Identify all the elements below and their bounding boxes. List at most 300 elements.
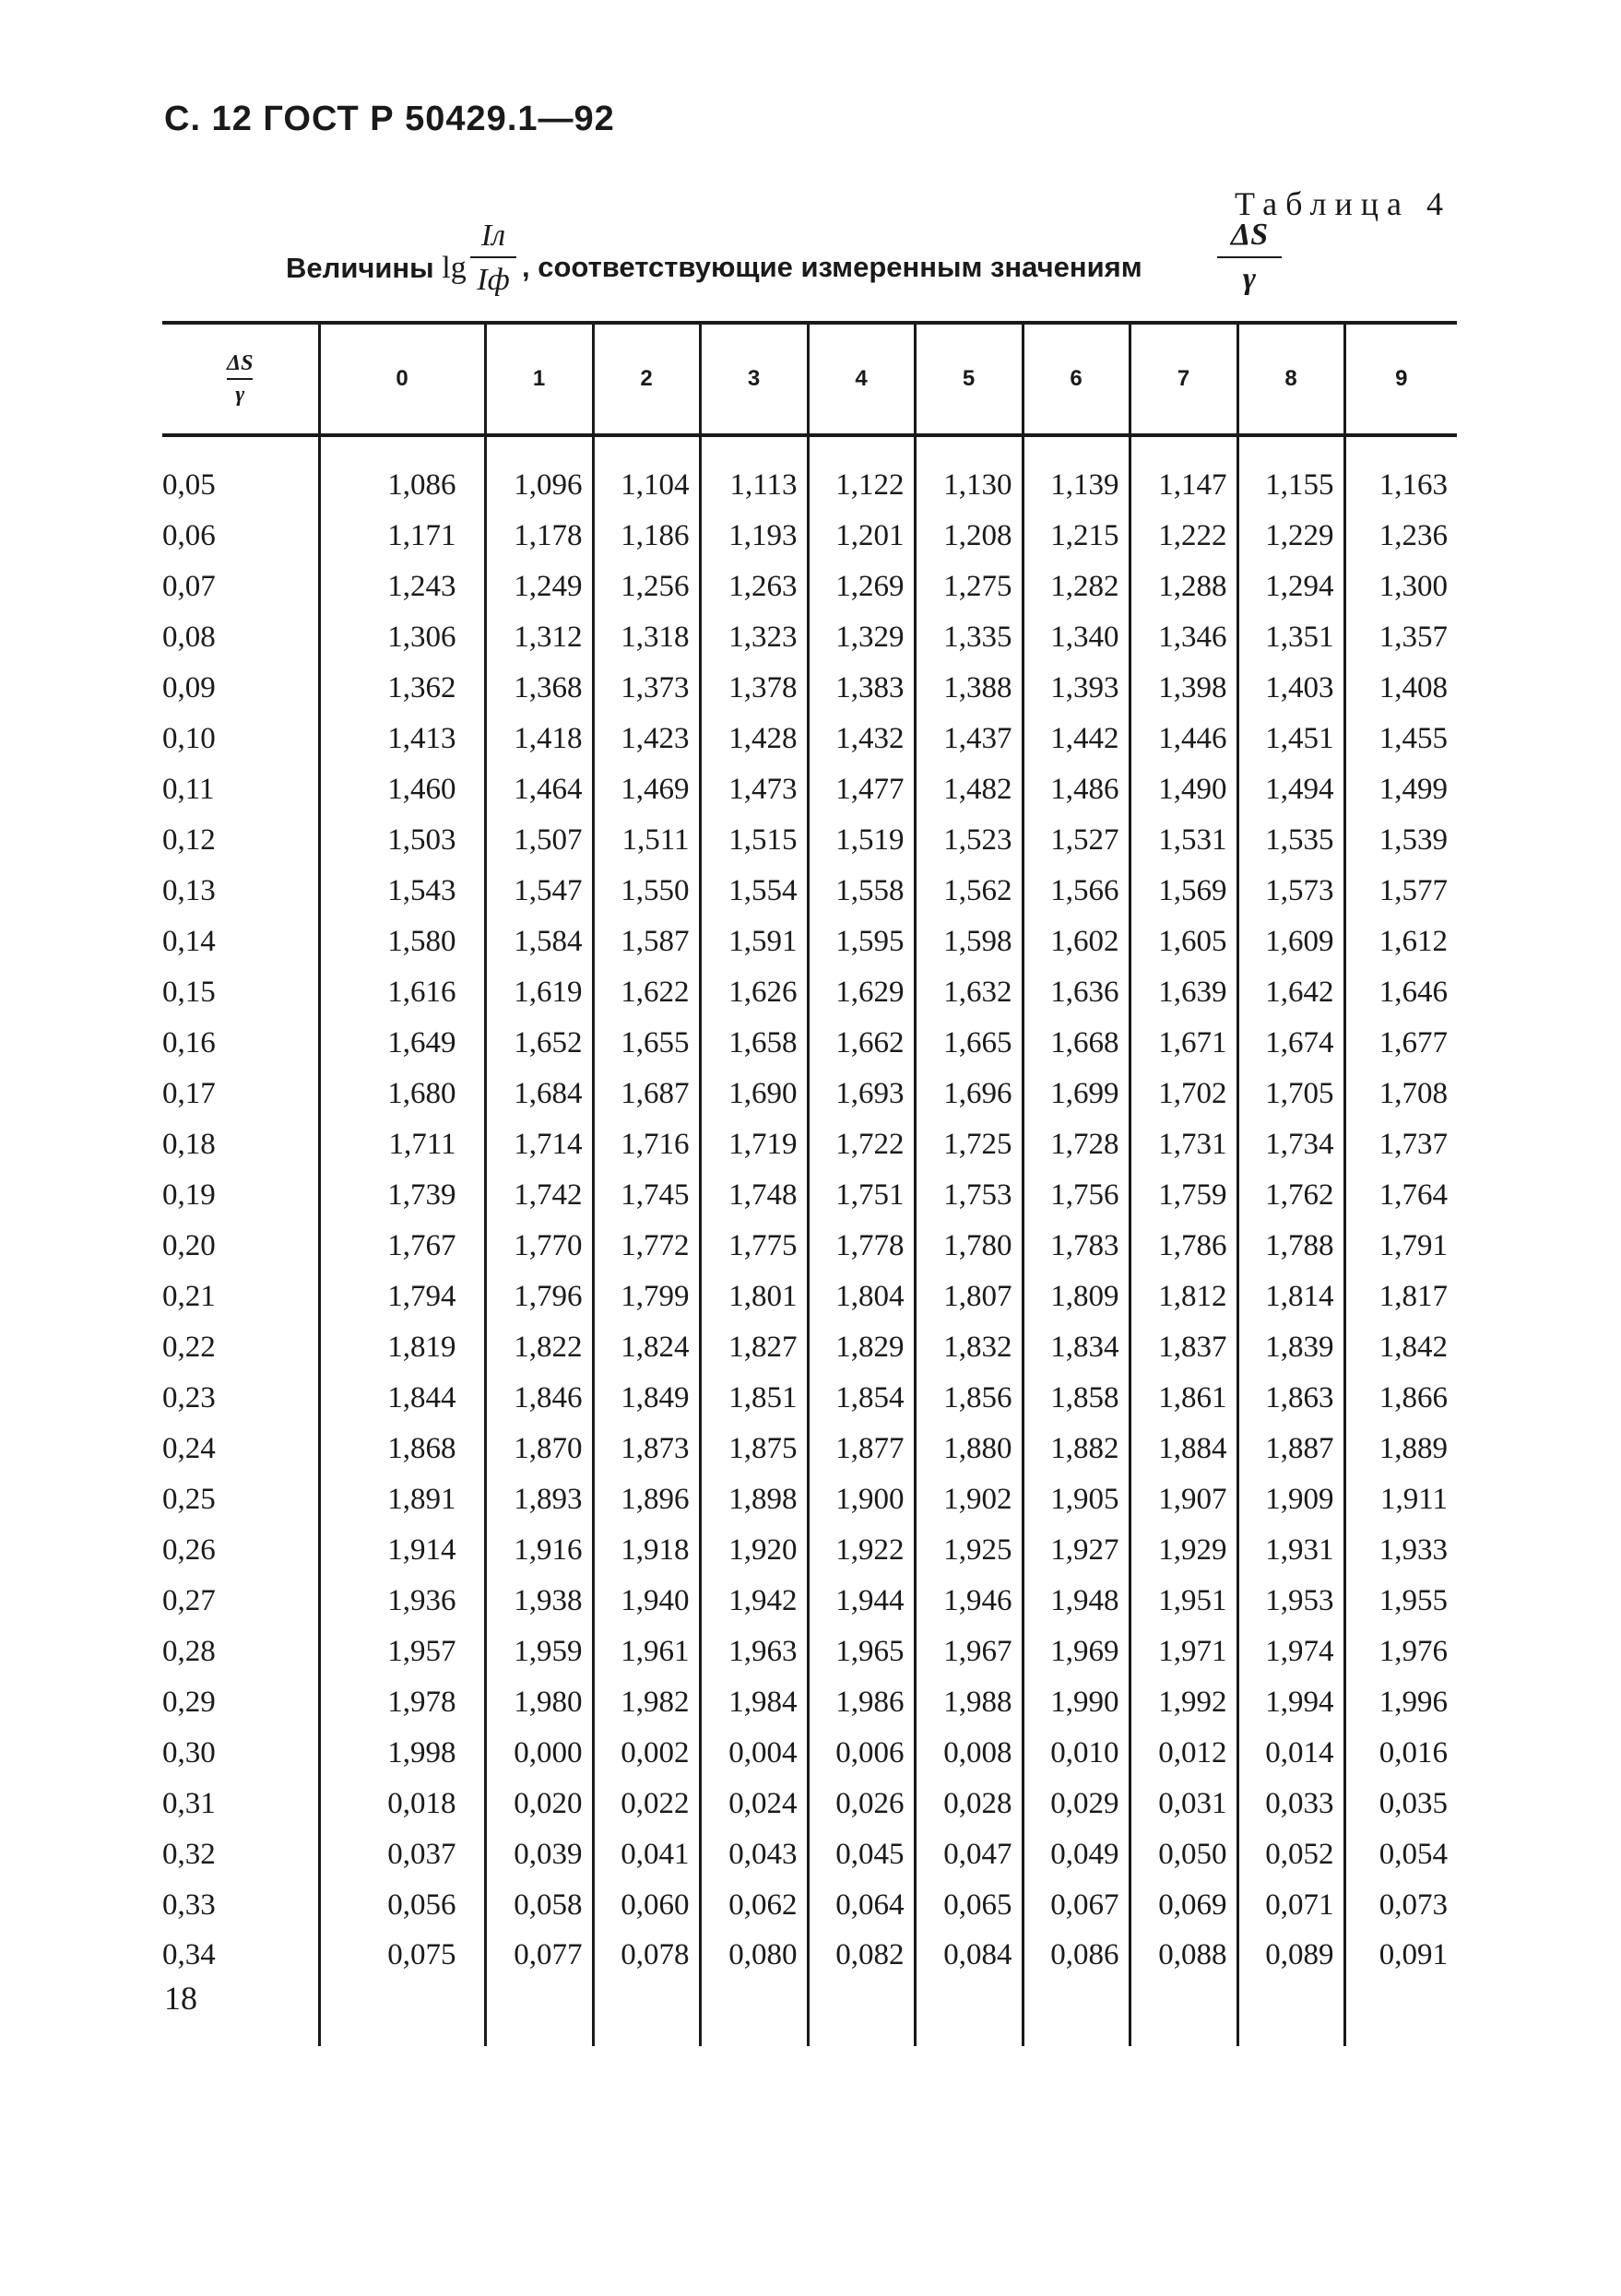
table-cell: 1,275 [915,562,1023,612]
table-row [162,1474,1457,1525]
table-cell: 0,029 [1023,1779,1130,1829]
table-cell: 1,562 [915,866,1023,917]
table-cell: 1,762 [1237,1170,1344,1221]
table-cell: 0,084 [915,1931,1023,2046]
table-cell: 1,507 [485,815,593,866]
table-cell: 1,696 [915,1069,1023,1119]
table-cell: 1,649 [319,1018,485,1069]
table-cell: 1,642 [1237,967,1344,1018]
table-cell: 1,368 [485,663,593,714]
table-cell: 1,398 [1130,663,1237,714]
caption-ratio-denominator: γ [1242,262,1257,296]
table-cell: 0,052 [1237,1829,1344,1880]
column-header: 9 [1344,323,1457,435]
table-cell: 1,745 [593,1170,700,1221]
table-cell: 1,990 [1023,1677,1130,1728]
row-key: 0,08 [162,621,216,654]
table-cell: 1,550 [593,866,700,917]
table-cell: 1,580 [319,917,485,967]
table-cell: 1,907 [1130,1474,1237,1525]
table-cell: 0,004 [700,1728,808,1779]
table-cell: 0,088 [1130,1931,1237,2046]
table-cell: 1,846 [485,1373,593,1424]
table-cell: 1,882 [1023,1424,1130,1474]
table-row [162,1069,1457,1119]
table-cell: 0,020 [485,1779,593,1829]
column-header: 3 [700,323,808,435]
table-cell: 0,024 [700,1779,808,1829]
table-cell: 1,714 [485,1119,593,1170]
table-cell: 1,636 [1023,967,1130,1018]
table-cell: 1,460 [319,764,485,815]
table-cell: 1,817 [1344,1272,1457,1322]
table-cell: 1,812 [1130,1272,1237,1322]
table-cell: 1,428 [700,714,808,764]
table-cell: 1,351 [1237,612,1344,663]
table-row [162,1829,1457,1880]
table-cell: 1,612 [1344,917,1457,967]
table-row [162,1677,1457,1728]
table-cell: 1,503 [319,815,485,866]
table-cell: 1,896 [593,1474,700,1525]
table-cell: 1,362 [319,663,485,714]
table-cell: 1,178 [485,511,593,562]
table-cell: 1,357 [1344,612,1457,663]
table-cell: 1,329 [808,612,915,663]
table-cell: 1,104 [593,435,700,511]
table-cell: 1,772 [593,1221,700,1272]
data-table [162,321,1457,2046]
table-cell: 1,916 [485,1525,593,1576]
table-cell: 0,014 [1237,1728,1344,1779]
table-cell: 1,875 [700,1424,808,1474]
row-key: 0,29 [162,1686,216,1719]
table-cell: 1,171 [319,511,485,562]
table-cell: 0,035 [1344,1779,1457,1829]
table-cell: 1,535 [1237,815,1344,866]
table-cell: 1,446 [1130,714,1237,764]
table-cell: 1,929 [1130,1525,1237,1576]
caption-ratio [1217,218,1282,297]
table-cell: 1,822 [485,1322,593,1373]
table-cell: 1,863 [1237,1373,1344,1424]
row-key: 0,20 [162,1229,216,1262]
table-cell: 1,933 [1344,1525,1457,1576]
table-cell: 1,527 [1023,815,1130,866]
table-cell: 1,814 [1237,1272,1344,1322]
table-cell: 1,632 [915,967,1023,1018]
table-cell: 1,851 [700,1373,808,1424]
table-cell: 1,690 [700,1069,808,1119]
table-cell: 1,708 [1344,1069,1457,1119]
column-header: 7 [1130,323,1237,435]
table-cell: 1,844 [319,1373,485,1424]
table-row [162,815,1457,866]
table-cell: 1,139 [1023,435,1130,511]
table-cell: 1,378 [700,663,808,714]
table-caption [286,218,1300,319]
table-cell: 1,186 [593,511,700,562]
table-row [162,612,1457,663]
table-cell: 1,499 [1344,764,1457,815]
table-row [162,967,1457,1018]
table-cell: 1,967 [915,1627,1023,1677]
table-cell: 1,130 [915,435,1023,511]
table-cell: 1,455 [1344,714,1457,764]
table-cell: 1,957 [319,1627,485,1677]
table-cell: 1,868 [319,1424,485,1474]
table-cell: 1,980 [485,1677,593,1728]
table-cell: 1,922 [808,1525,915,1576]
table-cell: 1,938 [485,1576,593,1627]
table-cell: 1,674 [1237,1018,1344,1069]
table-cell: 1,778 [808,1221,915,1272]
table-cell: 1,249 [485,562,593,612]
table-cell: 1,982 [593,1677,700,1728]
table-cell: 1,918 [593,1525,700,1576]
table-cell: 1,827 [700,1322,808,1373]
table-cell: 1,373 [593,663,700,714]
row-key: 0,17 [162,1077,216,1110]
table-cell: 0,008 [915,1728,1023,1779]
table-cell: 1,832 [915,1322,1023,1373]
table-cell: 0,033 [1237,1779,1344,1829]
table-cell: 1,969 [1023,1627,1130,1677]
table-cell: 1,543 [319,866,485,917]
table-cell: 1,976 [1344,1627,1457,1677]
page-number: 18 [164,1980,197,2017]
table-cell: 1,609 [1237,917,1344,967]
table-cell: 1,222 [1130,511,1237,562]
table-cell: 1,786 [1130,1221,1237,1272]
table-cell: 1,591 [700,917,808,967]
table-row [162,1627,1457,1677]
table-cell: 1,413 [319,714,485,764]
table-cell: 0,041 [593,1829,700,1880]
table-cell: 0,077 [485,1931,593,2046]
table-cell: 0,012 [1130,1728,1237,1779]
table-cell: 0,078 [593,1931,700,2046]
column-header: 2 [593,323,700,435]
table-row [162,1119,1457,1170]
table-cell: 1,477 [808,764,915,815]
table-cell: 0,000 [485,1728,593,1779]
table-cell: 1,482 [915,764,1023,815]
row-key: 0,13 [162,874,216,907]
table-body [162,435,1457,2046]
table-cell: 1,996 [1344,1677,1457,1728]
table-label: Таблица 4 [1235,185,1451,222]
table-cell: 1,668 [1023,1018,1130,1069]
table-cell: 1,961 [593,1627,700,1677]
table-cell: 1,905 [1023,1474,1130,1525]
caption-fraction-numerator: Iл [480,219,506,253]
row-key: 0,07 [162,570,216,603]
table-cell: 1,837 [1130,1322,1237,1373]
table-cell: 1,858 [1023,1373,1130,1424]
row-key: 0,19 [162,1178,216,1212]
table-cell: 1,861 [1130,1373,1237,1424]
column-header: 8 [1237,323,1344,435]
table-cell: 1,898 [700,1474,808,1525]
table-cell: 0,050 [1130,1829,1237,1880]
table-cell: 1,963 [700,1627,808,1677]
table-cell: 1,388 [915,663,1023,714]
table-cell: 1,737 [1344,1119,1457,1170]
table-cell: 1,748 [700,1170,808,1221]
table-cell: 1,554 [700,866,808,917]
table-cell: 1,490 [1130,764,1237,815]
table-cell: 1,911 [1344,1474,1457,1525]
table-cell: 1,804 [808,1272,915,1322]
table-cell: 1,925 [915,1525,1023,1576]
table-cell: 1,558 [808,866,915,917]
table-cell: 1,759 [1130,1170,1237,1221]
table-cell: 1,318 [593,612,700,663]
table-cell: 1,147 [1130,435,1237,511]
table-cell: 1,684 [485,1069,593,1119]
table-cell: 1,577 [1344,866,1457,917]
table-cell: 1,626 [700,967,808,1018]
table-cell: 1,086 [319,435,485,511]
row-key: 0,25 [162,1483,216,1516]
table-cell: 1,807 [915,1272,1023,1322]
table-cell: 1,889 [1344,1424,1457,1474]
table-cell: 0,086 [1023,1931,1130,2046]
table-cell: 0,064 [808,1880,915,1931]
table-cell: 1,335 [915,612,1023,663]
table-cell: 1,155 [1237,435,1344,511]
table-cell: 1,839 [1237,1322,1344,1373]
table-row [162,1576,1457,1627]
table-cell: 1,693 [808,1069,915,1119]
table-cell: 1,616 [319,967,485,1018]
table-cell: 1,442 [1023,714,1130,764]
row-key: 0,18 [162,1128,216,1161]
table-cell: 1,788 [1237,1221,1344,1272]
row-key: 0,23 [162,1381,216,1414]
table-cell: 0,069 [1130,1880,1237,1931]
table-cell: 1,854 [808,1373,915,1424]
table-cell: 1,288 [1130,562,1237,612]
table-cell: 1,573 [1237,866,1344,917]
table-cell: 1,464 [485,764,593,815]
table-row [162,663,1457,714]
caption-ratio-numerator: ΔS [1230,218,1269,252]
table-cell: 1,856 [915,1373,1023,1424]
table-row [162,562,1457,612]
table-cell: 1,163 [1344,435,1457,511]
table-cell: 1,680 [319,1069,485,1119]
table-cell: 1,936 [319,1576,485,1627]
table-cell: 1,655 [593,1018,700,1069]
fraction-bar [470,256,516,258]
caption-rest: , соответствующие измеренным значениям [522,251,1142,283]
table-cell: 1,523 [915,815,1023,866]
table-cell: 1,829 [808,1322,915,1373]
table-cell: 1,122 [808,435,915,511]
table-cell: 0,049 [1023,1829,1130,1880]
table-row [162,1170,1457,1221]
table-cell: 1,931 [1237,1525,1344,1576]
row-key: 0,16 [162,1026,216,1059]
table-cell: 1,711 [319,1119,485,1170]
table-row [162,1728,1457,1779]
table-cell: 1,113 [700,435,808,511]
row-key: 0,15 [162,976,216,1009]
row-key: 0,09 [162,671,216,704]
table-cell: 1,780 [915,1221,1023,1272]
table-cell: 1,393 [1023,663,1130,714]
table-row [162,1018,1457,1069]
table-head [162,323,1457,435]
table-cell: 1,891 [319,1474,485,1525]
table-cell: 1,728 [1023,1119,1130,1170]
table-cell: 1,927 [1023,1525,1130,1576]
caption-lead-text: Величины [286,252,434,284]
table-cell: 1,595 [808,917,915,967]
table-cell: 1,306 [319,612,485,663]
table-cell: 0,082 [808,1931,915,2046]
table-row [162,435,1457,511]
table-row [162,1322,1457,1373]
table-cell: 0,058 [485,1880,593,1931]
table-cell: 1,201 [808,511,915,562]
table-cell: 1,842 [1344,1322,1457,1373]
table-cell: 1,408 [1344,663,1457,714]
fraction-bar [227,378,253,380]
table-cell: 1,569 [1130,866,1237,917]
page-header: С. 12 ГОСТ Р 50429.1—92 [164,100,615,138]
table-cell: 1,215 [1023,511,1130,562]
table-cell: 1,423 [593,714,700,764]
table-cell: 1,998 [319,1728,485,1779]
table-cell: 1,887 [1237,1424,1344,1474]
table-cell: 1,622 [593,967,700,1018]
table-cell: 0,080 [700,1931,808,2046]
header-row [162,323,1457,435]
table-cell: 0,037 [319,1829,485,1880]
table-cell: 0,002 [593,1728,700,1779]
table-cell: 0,060 [593,1880,700,1931]
table-cell: 1,965 [808,1627,915,1677]
row-key: 0,28 [162,1635,216,1668]
fraction-bar [1217,256,1282,258]
table-cell: 1,403 [1237,663,1344,714]
table-cell: 1,652 [485,1018,593,1069]
table-cell: 0,056 [319,1880,485,1931]
table-row [162,1525,1457,1576]
table-row [162,764,1457,815]
table-cell: 1,229 [1237,511,1344,562]
table-cell: 1,870 [485,1424,593,1474]
column-header: 5 [915,323,1023,435]
table-cell: 1,702 [1130,1069,1237,1119]
table-row [162,1221,1457,1272]
table-cell: 1,884 [1130,1424,1237,1474]
table-cell: 1,605 [1130,917,1237,967]
table-cell: 1,719 [700,1119,808,1170]
table-cell: 0,018 [319,1779,485,1829]
table-cell: 1,959 [485,1627,593,1677]
table-cell: 1,734 [1237,1119,1344,1170]
table-cell: 1,619 [485,967,593,1018]
table-cell: 1,346 [1130,612,1237,663]
row-key: 0,32 [162,1838,216,1871]
table-cell: 0,073 [1344,1880,1457,1931]
table-cell: 1,770 [485,1221,593,1272]
table-cell: 1,920 [700,1525,808,1576]
table-cell: 1,511 [593,815,700,866]
table-cell: 1,809 [1023,1272,1130,1322]
table-cell: 1,437 [915,714,1023,764]
row-key: 0,06 [162,519,216,552]
table-cell: 1,531 [1130,815,1237,866]
table-cell: 0,006 [808,1728,915,1779]
table-cell: 1,665 [915,1018,1023,1069]
table-cell: 1,282 [1023,562,1130,612]
table-cell: 0,047 [915,1829,1023,1880]
table-cell: 1,646 [1344,967,1457,1018]
table-cell: 1,208 [915,511,1023,562]
table-cell: 1,986 [808,1677,915,1728]
table-cell: 0,039 [485,1829,593,1880]
table-cell: 1,469 [593,764,700,815]
table-cell: 1,971 [1130,1627,1237,1677]
table-cell: 1,902 [915,1474,1023,1525]
table-cell: 1,705 [1237,1069,1344,1119]
corner-denominator: γ [235,382,245,407]
table-cell: 1,677 [1344,1018,1457,1069]
table-cell: 1,914 [319,1525,485,1576]
table-cell: 1,486 [1023,764,1130,815]
table-cell: 1,739 [319,1170,485,1221]
table-cell: 1,801 [700,1272,808,1322]
table-cell: 1,893 [485,1474,593,1525]
table-cell: 1,944 [808,1576,915,1627]
column-header: 4 [808,323,915,435]
table-cell: 1,602 [1023,917,1130,967]
table-cell: 1,566 [1023,866,1130,917]
table-cell: 1,639 [1130,967,1237,1018]
table-cell: 1,096 [485,435,593,511]
table-cell: 0,026 [808,1779,915,1829]
table-row [162,917,1457,967]
row-key: 0,30 [162,1736,216,1769]
table-cell: 1,988 [915,1677,1023,1728]
table-cell: 1,819 [319,1322,485,1373]
row-key: 0,22 [162,1331,216,1364]
table-cell: 1,948 [1023,1576,1130,1627]
row-key: 0,14 [162,925,216,958]
table-cell: 0,067 [1023,1880,1130,1931]
corner-numerator: ΔS [227,350,254,375]
table-cell: 1,824 [593,1322,700,1373]
table-cell: 1,951 [1130,1576,1237,1627]
row-key: 0,12 [162,823,216,857]
table-cell: 1,539 [1344,815,1457,866]
table-cell: 0,054 [1344,1829,1457,1880]
row-key: 0,05 [162,468,216,502]
table-cell: 0,028 [915,1779,1023,1829]
table-cell: 1,193 [700,511,808,562]
table-row [162,1880,1457,1931]
table-cell: 1,796 [485,1272,593,1322]
table-cell: 1,791 [1344,1221,1457,1272]
table-cell: 0,062 [700,1880,808,1931]
table-cell: 1,756 [1023,1170,1130,1221]
column-header: 0 [319,323,485,435]
